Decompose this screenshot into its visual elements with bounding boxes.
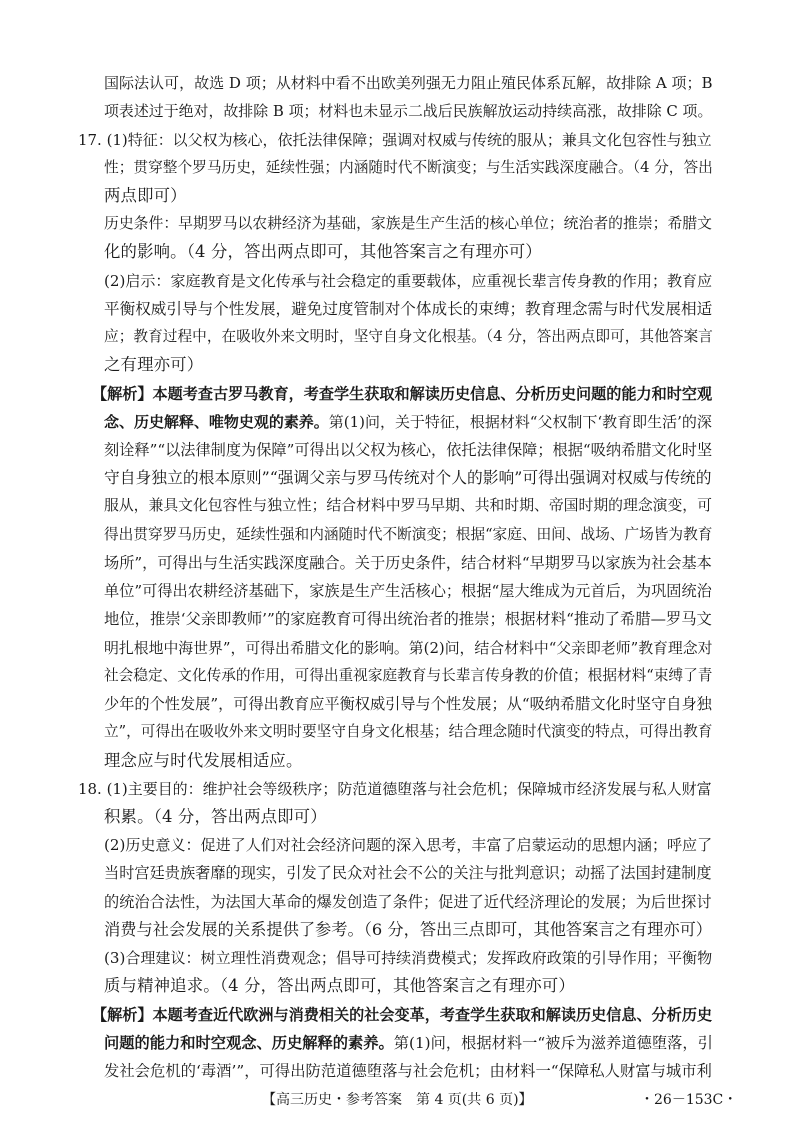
text-line <box>104 1032 713 1054</box>
text-line: 少年的个性发展”，可得出教育应平衡权威引导与个性发展；从“吸纳希腊文化时坚守自身独 <box>104 695 712 713</box>
text-line: 质与精神追求。（4 分，答出两点即可，其他答案言之有理亦可） <box>104 976 575 996</box>
text-line: 明扎根地中海世界”，可得出希腊文化的影响。第(2)问，结合材料中“父亲即老师”教育理念对 <box>104 638 713 657</box>
text-line: 两点即可） <box>104 185 187 205</box>
page-code: ・26－153C・ <box>640 1092 738 1108</box>
text-line: 立”，可得出在吸收外来文明时要坚守自身文化根基；结合理念随时代演变的特点，可得出教育 <box>104 723 713 741</box>
line-continuation: 第(1)问，关于特征，根据材料“父权制下‘教育即生活’的深 <box>328 412 712 431</box>
bold-analysis-label: 【解析】本题考查近代欧洲与消费相关的社会变革，考查学生获取和解读历史信息、分析历史 <box>92 1005 713 1024</box>
bold-analysis-label: 问题的能力和时空观念、历史解释的素养。 <box>104 1033 394 1052</box>
bold-analysis-label: 念、历史解释、唯物史观的素养。 <box>104 412 329 431</box>
line-continuation: 第(1)问，根据材料一“被斥为滋养道德堕落，引 <box>393 1033 713 1052</box>
text-line: 当时宫廷贵族奢靡的现实，引发了民众对社会不公的关注与批判意识；动摇了法国封建制度 <box>104 864 712 883</box>
text-line: (2)启示：家庭教育是文化传承与社会稳定的重要载体，应重视长辈言传身教的作用；教育应 <box>104 271 713 290</box>
page-footer: 【高三历史・参考答案 第 4 页(共 6 页)】 <box>262 1092 533 1108</box>
text-line: 的统治合法性，为法国大革命的爆发创造了条件；促进了近代经济理论的发展；为后世探讨 <box>104 892 712 911</box>
text-line <box>92 383 712 405</box>
text-line: 场所”，可得出与生活实践深度融合。关于历史条件，结合材料“早期罗马以家族为社会基本 <box>104 553 712 572</box>
text-line: 单位”可得出农耕经济基础下，家族是生产生活核心；根据“屋大维成为元首后，为巩固统治 <box>104 582 712 601</box>
text-line: 性；贯穿整个罗马历史，延续性强；内涵随时代不断演变；与生活实践深度融合。（4 分，答出 <box>104 158 713 176</box>
text-line: 刻诠释”“以法律制度为保障”可得出以父权为核心，依托法律保障；根据“吸纳希腊文化时坚 <box>104 441 713 459</box>
text-line <box>92 1004 712 1026</box>
text-line: (3)合理建议：树立理性消费观念；倡导可持续消费模式；发挥政府政策的引导作用；平衡物 <box>104 949 713 968</box>
text-line: 项表述过于绝对，故排除 B 项；材料也未显示二战后民族解放运动持续高涨，故排除 C 项。 <box>104 102 713 121</box>
text-line: 历史条件：早期罗马以农耕经济为基础，家族是生产生活的核心单位；统治者的推崇；希腊文 <box>104 215 712 233</box>
text-line: 守自身独立的根本原则”“强调父亲与罗马传统对个人的影响”可得出强调对权威与传统的 <box>104 468 712 488</box>
text-line: 社会稳定、文化传承的作用，可得出重视家庭教育与长辈言传身教的价值；根据材料“束缚了青 <box>104 666 713 684</box>
text-line: 17. (1)特征：以父权为核心，依托法律保障；强调对权威与传统的服从；兼具文化包容性与独立 <box>78 130 712 149</box>
text-line: (2)历史意义：促进了人们对社会经济问题的深入思考，丰富了启蒙运动的思想内涵；呼应了 <box>104 836 713 855</box>
text-line: 消费与社会发展的关系提供了参考。（6 分，答出三点即可，其他答案言之有理亦可） <box>104 919 713 939</box>
text-line: 得出贯穿罗马历史，延续性强和内涵随时代不断演变；根据“家庭、田间、战场、广场皆为教育 <box>104 525 713 543</box>
text-line: 理念应与时代发展相适应。 <box>104 750 303 770</box>
text-line: 发社会危机的‘毒酒’”，可得出防范道德堕落与社会危机；由材料一“保障私人财富与城市利 <box>104 1062 712 1080</box>
text-line: 之有理亦可） <box>104 355 204 375</box>
text-line: 积累。（4 分，答出两点即可） <box>104 806 327 826</box>
text-line <box>104 411 712 433</box>
text-line: 化的影响。（4 分，答出两点即可，其他答案言之有理亦可） <box>104 242 542 262</box>
text-line: 应；教育过程中，在吸收外来文明时，坚守自身文化根基。（4 分，答出两点即可，其他答案言 <box>104 328 713 346</box>
text-line: 平衡权威引导与个性发展，避免过度管制对个体成长的束缚；教育理念需与时代发展相适 <box>104 299 713 318</box>
text-line: 地位，推崇‘父亲即教师’”的家庭教育可得出统治者的推崇；根据材料“推动了希腊—罗马文 <box>104 610 712 629</box>
bold-analysis-label: 【解析】本题考查古罗马教育，考查学生获取和解读历史信息、分析历史问题的能力和时空观 <box>92 384 713 403</box>
text-line: 服从，兼具文化包容性与独立性；结合材料中罗马早期、共和时期、帝国时期的理念演变，可 <box>104 497 712 515</box>
text-line: 国际法认可，故选 D 项；从材料中看不出欧美列强无力阻止殖民体系瓦解，故排除 A 项；B <box>104 74 713 92</box>
text-line: 18. (1)主要目的：维护社会等级秩序；防范道德堕落与社会危机；保障城市经济发展与私人财富 <box>78 779 712 798</box>
